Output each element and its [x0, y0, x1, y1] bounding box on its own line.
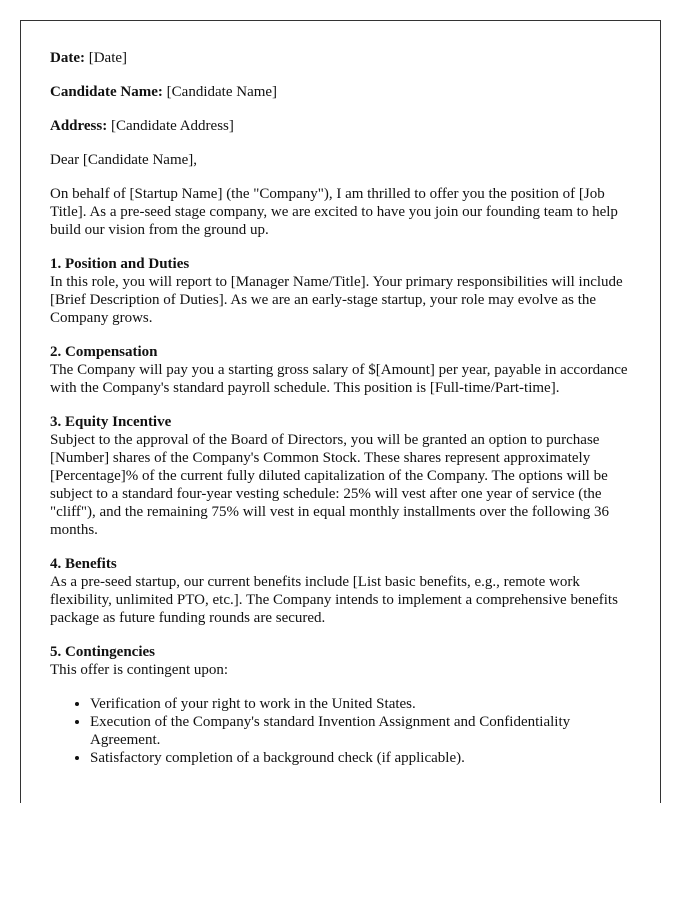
section-body: In this role, you will report to [Manager Name/Title]. Your primary responsibilities will include [Brief Description of Duties]. As we are an early-stage startup, your role may evolve as the Company grows.	[50, 274, 623, 326]
section-body: The Company will pay you a starting gross salary of $[Amount] per year, payable in accordance with the Company's standard payroll schedule. This position is [Full-time/Part-time].	[50, 362, 628, 396]
intro-paragraph: On behalf of [Startup Name] (the "Company"), I am thrilled to offer you the position of [Job Title]. As a pre-seed stage company, we are excited to have you join our founding team to help build our vision from the ground up.	[50, 186, 618, 238]
section-title: 2. Compensation	[50, 344, 158, 360]
date-value: [Date]	[88, 50, 128, 66]
section-position	[50, 255, 631, 327]
section-body: This offer is contingent upon:	[50, 662, 229, 678]
candidate-name-label: Candidate Name:	[50, 84, 163, 100]
greeting: Dear [Candidate Name],	[50, 152, 198, 168]
date-line	[50, 49, 631, 67]
date-label: Date:	[50, 50, 85, 66]
section-title: 5. Contingencies	[50, 644, 155, 660]
section-body: Subject to the approval of the Board of Directors, you will be granted an option to purchase [Number] shares of the Company's Common Stock. These shares represent approximately [Percentage]% of the current fully diluted capitalization of the Company. The options will be subject to a standard four-year vesting schedule: 25% will vest after one year of service (the "cliff"), and the remaining 75% will vest in equal monthly installments over the following 36 months.	[50, 432, 609, 538]
list-item: • Execution of the Company's standard Invention Assignment and Confidentiality Agreement.	[90, 713, 631, 749]
contingencies-list	[50, 695, 631, 767]
section-equity	[50, 413, 631, 539]
section-title: 1. Position and Duties	[50, 256, 190, 272]
candidate-name-line	[50, 83, 631, 101]
section-title: 3. Equity Incentive	[50, 414, 172, 430]
section-benefits	[50, 555, 631, 627]
offer-letter	[20, 20, 661, 803]
section-compensation	[50, 343, 631, 397]
address-value: [Candidate Address]	[110, 118, 234, 134]
candidate-name-value: [Candidate Name]	[166, 84, 278, 100]
list-item: • Verification of your right to work in the United States.	[90, 695, 631, 713]
section-body: As a pre-seed startup, our current benefits include [List basic benefits, e.g., remote work flexibility, unlimited PTO, etc.]. The Company intends to implement a comprehensive benefits package as future funding rounds are secured.	[50, 574, 618, 626]
list-item: • Satisfactory completion of a background check (if applicable).	[90, 749, 631, 767]
section-contingencies	[50, 643, 631, 679]
address-line	[50, 117, 631, 135]
section-title: 4. Benefits	[50, 556, 117, 572]
address-label: Address:	[50, 118, 108, 134]
